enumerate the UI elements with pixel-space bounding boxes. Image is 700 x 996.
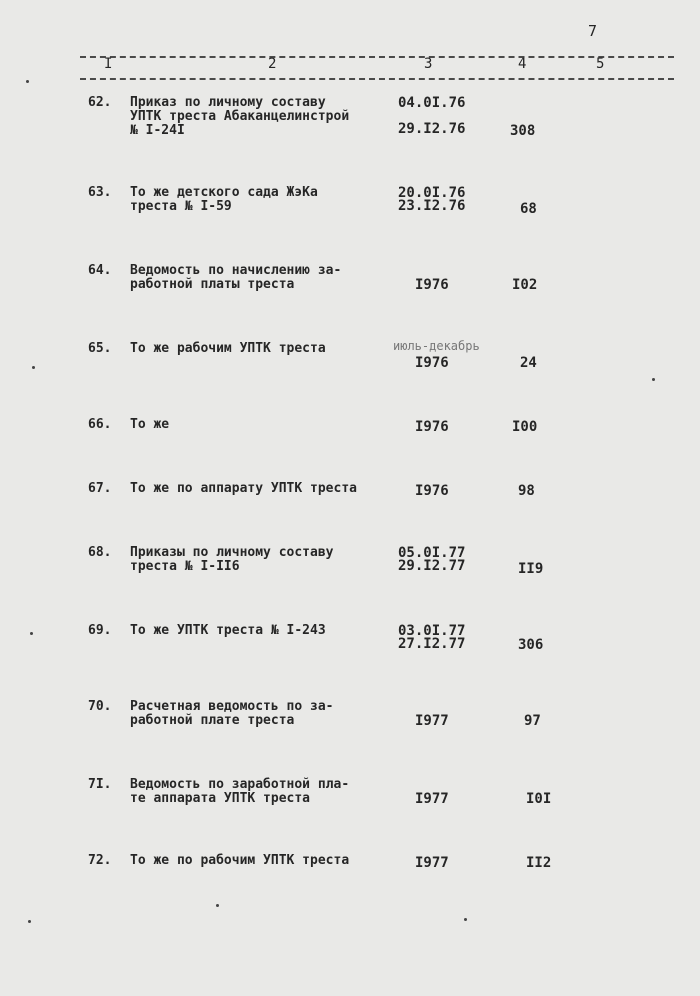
column-header-5: 5 xyxy=(596,56,605,72)
scan-speck xyxy=(26,80,29,83)
date-from: 03.0I.77 xyxy=(398,623,466,639)
sheet-count: I00 xyxy=(512,419,538,435)
sheet-count: I0I xyxy=(526,791,552,807)
year: I977 xyxy=(415,713,449,729)
sheet-count: 308 xyxy=(510,123,536,139)
scan-speck xyxy=(32,366,35,369)
item-number: 68. xyxy=(88,545,112,560)
item-number: 63. xyxy=(88,185,112,200)
sheet-count: II2 xyxy=(526,855,552,871)
scan-speck xyxy=(216,904,219,907)
period-stamp: июль-декабрь xyxy=(393,339,480,353)
sheet-count: 24 xyxy=(520,355,537,371)
item-number: 72. xyxy=(88,853,112,868)
column-header-4: 4 xyxy=(518,56,527,72)
item-title: То же по аппарату УПТК треста xyxy=(130,481,357,496)
item-title: То же xyxy=(130,417,170,432)
item-number: 62. xyxy=(88,95,112,110)
year: I977 xyxy=(415,791,449,807)
item-number: 67. xyxy=(88,481,112,496)
scan-speck xyxy=(464,918,467,921)
scan-speck xyxy=(652,378,655,381)
column-header-1: I xyxy=(104,56,113,72)
item-title: То же рабочим УПТК треста xyxy=(130,341,326,356)
item-number: 64. xyxy=(88,263,112,278)
page-number: 7 xyxy=(588,22,598,40)
sheet-count: 97 xyxy=(524,713,541,729)
item-title: Ведомость по начислению за- работной платы треста xyxy=(130,263,342,292)
item-title: Приказ по личному составу УПТК треста Абаканцелинстрой № I-24I xyxy=(130,95,350,138)
date-to: 23.I2.76 xyxy=(398,198,466,214)
sheet-count: I02 xyxy=(512,277,538,293)
year: I976 xyxy=(415,277,449,293)
column-header-2: 2 xyxy=(268,56,277,72)
item-number: 66. xyxy=(88,417,112,432)
date-from: 05.0I.77 xyxy=(398,545,466,561)
item-title: То же по рабочим УПТК треста xyxy=(130,853,350,868)
item-number: 65. xyxy=(88,341,112,356)
year: I976 xyxy=(415,419,449,435)
item-number: 7I. xyxy=(88,777,112,792)
header-bottom-rule xyxy=(80,78,674,80)
date-from: 20.0I.76 xyxy=(398,185,466,201)
item-title: То же УПТК треста № I-243 xyxy=(130,623,326,638)
scan-speck xyxy=(28,920,31,923)
sheet-count: II9 xyxy=(518,561,544,577)
scan-speck xyxy=(30,632,33,635)
item-number: 69. xyxy=(88,623,112,638)
header-top-rule xyxy=(80,56,674,58)
date-to: 29.I2.77 xyxy=(398,558,466,574)
year: I976 xyxy=(415,483,449,499)
item-title: Расчетная ведомость по за- работной плате треста xyxy=(130,699,334,728)
sheet-count: 98 xyxy=(518,483,535,499)
sheet-count: 68 xyxy=(520,201,537,217)
date-to: 29.I2.76 xyxy=(398,121,466,137)
sheet-count: 306 xyxy=(518,637,544,653)
item-title: Ведомость по заработной пла- те аппарата УПТК треста xyxy=(130,777,350,806)
date-from: 04.0I.76 xyxy=(398,95,466,111)
year: I976 xyxy=(415,355,449,371)
year: I977 xyxy=(415,855,449,871)
item-title: То же детского сада ЖэКа треста № I-59 xyxy=(130,185,318,214)
item-title: Приказы по личному составу треста № I-II6 xyxy=(130,545,334,574)
column-header-3: 3 xyxy=(424,56,433,72)
item-number: 70. xyxy=(88,699,112,714)
date-to: 27.I2.77 xyxy=(398,636,466,652)
